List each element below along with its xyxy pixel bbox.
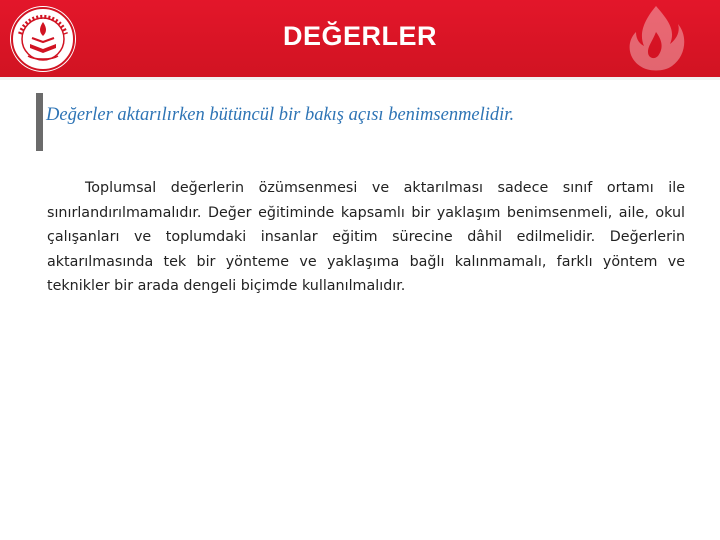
flame-icon <box>616 2 696 76</box>
subtitle: Değerler aktarılırken bütüncül bir bakış açısı benimsenmelidir. <box>46 105 515 125</box>
header-bar <box>0 0 720 80</box>
page-title: DEĞERLER <box>282 21 438 51</box>
subtitle-accent-bar <box>36 93 43 151</box>
body-paragraph: Toplumsal değerlerin özümsenmesi ve aktarılması sadece sınıf ortamı ile sınırlandırılmamalıdır. Değer eğitiminde kapsamlı bir yaklaşım benimsenmeli, aile, okul çalışanları ve toplumdaki insanlar eğitim sürecine dâhil edilmelidir. Değerlerin aktarılmasında tek bir yönteme ve yaklaşıma bağlı kalınmamalı, farklı yöntem ve teknikler bir arada dengeli biçimde kullanılmalıdır. <box>47 180 685 295</box>
